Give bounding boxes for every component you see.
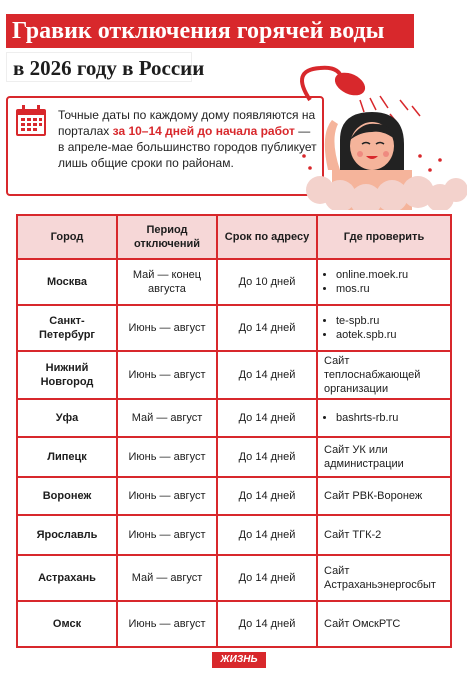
cell-period: Июнь — август xyxy=(117,477,217,515)
source-list xyxy=(324,411,446,425)
source-text: Сайт РВК-Воронеж xyxy=(324,490,423,502)
cell-city: Липецк xyxy=(17,437,117,477)
table-row xyxy=(17,305,451,351)
column-header-where: Где проверить xyxy=(317,215,451,259)
shower-woman-illustration xyxy=(280,60,467,210)
cell-period: Июнь — август xyxy=(117,305,217,351)
table-row xyxy=(17,437,451,477)
cell-term: До 14 дней xyxy=(217,477,317,515)
cell-term: До 14 дней xyxy=(217,601,317,647)
info-highlight: за 10–14 дней до начала работ xyxy=(112,124,295,138)
brand-logo: ЖИЗНЬ xyxy=(212,652,266,668)
source-text: Сайт ОмскРТС xyxy=(324,618,401,630)
cell-period: Май — август xyxy=(117,399,217,437)
cell-city: Уфа xyxy=(17,399,117,437)
source-list xyxy=(324,268,446,296)
cell-term: До 14 дней xyxy=(217,399,317,437)
table-row xyxy=(17,259,451,305)
cell-period: Июнь — август xyxy=(117,601,217,647)
table-header-row xyxy=(17,215,451,259)
cell-city: Ярославль xyxy=(17,515,117,555)
cell-where xyxy=(317,437,451,477)
cell-where xyxy=(317,601,451,647)
cell-term: До 14 дней xyxy=(217,351,317,399)
schedule-table xyxy=(16,214,452,648)
cell-period: Май — август xyxy=(117,555,217,601)
cell-where xyxy=(317,515,451,555)
cell-term: До 14 дней xyxy=(217,555,317,601)
table-row xyxy=(17,477,451,515)
cell-period: Май — конец августа xyxy=(117,259,217,305)
source-link[interactable]: • mos.ru xyxy=(336,282,446,296)
cell-where xyxy=(317,555,451,601)
cell-where xyxy=(317,399,451,437)
source-link[interactable]: • bashrts-rb.ru xyxy=(336,411,446,425)
source-list xyxy=(324,314,446,342)
info-text: Точные даты по каждому дому появляются на порталах за 10–14 дней до начала работ — в апреле-мае большинство городов публикует лишь общие сроки по районам. xyxy=(58,108,317,170)
column-header-term: Срок по адресу xyxy=(217,215,317,259)
source-text: Сайт Астраханьэнергосбыт xyxy=(324,565,436,591)
table-row xyxy=(17,601,451,647)
cell-where xyxy=(317,259,451,305)
cell-term: До 14 дней xyxy=(217,305,317,351)
table-row xyxy=(17,515,451,555)
source-text: Сайт ТГК-2 xyxy=(324,529,382,541)
table-row xyxy=(17,399,451,437)
calendar-icon xyxy=(14,104,48,138)
cell-city: Санкт-Петербург xyxy=(17,305,117,351)
cell-where xyxy=(317,305,451,351)
cell-term: До 14 дней xyxy=(217,437,317,477)
cell-city: Астрахань xyxy=(17,555,117,601)
page-subtitle: в 2026 году в России xyxy=(6,52,192,82)
cell-term: До 14 дней xyxy=(217,515,317,555)
table-row xyxy=(17,555,451,601)
cell-period: Июнь — август xyxy=(117,351,217,399)
table-row xyxy=(17,351,451,399)
cell-city: Нижний Новгород xyxy=(17,351,117,399)
cell-city: Омск xyxy=(17,601,117,647)
page-title: Гравик отключения горячей воды xyxy=(6,14,414,48)
source-link[interactable]: • online.moek.ru xyxy=(336,268,446,282)
cell-period: Июнь — август xyxy=(117,437,217,477)
column-header-period: Период отключений xyxy=(117,215,217,259)
cell-city: Воронеж xyxy=(17,477,117,515)
source-link[interactable]: • aotek.spb.ru xyxy=(336,328,446,342)
cell-city: Москва xyxy=(17,259,117,305)
cell-where xyxy=(317,351,451,399)
cell-term: До 10 дней xyxy=(217,259,317,305)
source-text: Сайт теплоснабжающей организации xyxy=(324,355,421,395)
cell-where xyxy=(317,477,451,515)
info-box xyxy=(6,96,324,196)
source-link[interactable]: • te-spb.ru xyxy=(336,314,446,328)
column-header-city: Город xyxy=(17,215,117,259)
source-text: Сайт УК или администрации xyxy=(324,444,404,470)
cell-period: Июнь — август xyxy=(117,515,217,555)
